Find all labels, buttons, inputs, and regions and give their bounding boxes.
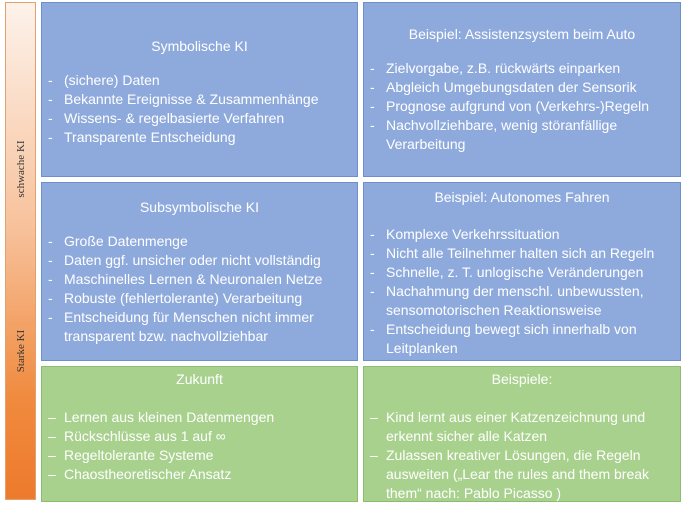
list-item: – Kind lernt aus einer Katzenzeichnung und erkennt sicher alle Katzen xyxy=(364,408,658,446)
assistance-example-title: Beispiel: Assistenzsystem beim Auto xyxy=(408,26,636,42)
symbolic-ai-list xyxy=(42,71,357,147)
subsymbolic-ai-title: Subsymbolische KI xyxy=(139,199,260,215)
list-item: - (sichere) Daten xyxy=(42,71,357,90)
examples-box xyxy=(363,366,681,502)
list-item: - Prognose aufgrund von (Verkehrs-)Regeln xyxy=(364,97,670,116)
list-item: - Zielvorgabe, z.B. rückwärts einparken xyxy=(364,59,670,78)
list-item: - Daten ggf. unsicher oder nicht vollständig xyxy=(42,251,343,270)
subsymbolic-ai-list xyxy=(42,232,357,346)
examples-list xyxy=(364,408,680,503)
list-item: - Entscheidung für Menschen nicht immer transparent bzw. nachvollziehbar xyxy=(42,308,343,346)
future-title: Zukunft xyxy=(176,371,223,387)
list-item: - Nachvollziehbare, wenig störanfällige Verarbeitung xyxy=(364,116,670,154)
subsymbolic-ai-box xyxy=(41,182,358,361)
assistance-example-list xyxy=(364,59,680,154)
list-item: – Chaostheoretischer Ansatz xyxy=(42,465,357,484)
assistance-example-box xyxy=(363,2,681,177)
autonomous-example-box xyxy=(363,182,681,361)
list-item: - Komplexe Verkehrssituation xyxy=(364,225,668,244)
strong-ai-label: Starke KI xyxy=(15,329,27,373)
future-list xyxy=(42,408,357,484)
list-item: - Schnelle, z. T. unlogische Veränderungen xyxy=(364,263,668,282)
list-item: - Abgleich Umgebungsdaten der Sensorik xyxy=(364,78,670,97)
list-item: – Zulassen kreativer Lösungen, die Regeln ausweiten („Lear the rules and them break them“ nach: Pablo Picasso ) xyxy=(364,446,658,503)
list-item: - Große Datenmenge xyxy=(42,232,343,251)
list-item: - Transparente Entscheidung xyxy=(42,128,357,147)
list-item: - Nachahmung der menschl. unbewussten, sensomotorischen Reaktionsweise xyxy=(364,282,668,320)
list-item: – Lernen aus kleinen Datenmengen xyxy=(42,408,357,427)
strength-gradient-bar xyxy=(5,2,36,500)
list-item: – Regeltolerante Systeme xyxy=(42,446,357,465)
weak-ai-label: schwache KI xyxy=(15,140,27,198)
autonomous-example-list xyxy=(364,225,680,358)
autonomous-example-title: Beispiel: Autonomes Fahren xyxy=(434,189,610,205)
list-item: - Wissens- & regelbasierte Verfahren xyxy=(42,109,357,128)
list-item: - Bekannte Ereignisse & Zusammenhänge xyxy=(42,90,357,109)
list-item: – Rückschlüsse aus 1 auf ∞ xyxy=(42,427,357,446)
list-item: - Entscheidung bewegt sich innerhalb von Leitplanken xyxy=(364,320,668,358)
future-box xyxy=(41,366,358,502)
list-item: - Nicht alle Teilnehmer halten sich an Regeln xyxy=(364,244,668,263)
list-item: - Robuste (fehlertolerante) Verarbeitung xyxy=(42,289,343,308)
examples-title: Beispiele: xyxy=(491,371,553,387)
symbolic-ai-title: Symbolische KI xyxy=(151,38,248,54)
symbolic-ai-box xyxy=(41,2,358,177)
list-item: - Maschinelles Lernen & Neuronalen Netze xyxy=(42,270,343,289)
